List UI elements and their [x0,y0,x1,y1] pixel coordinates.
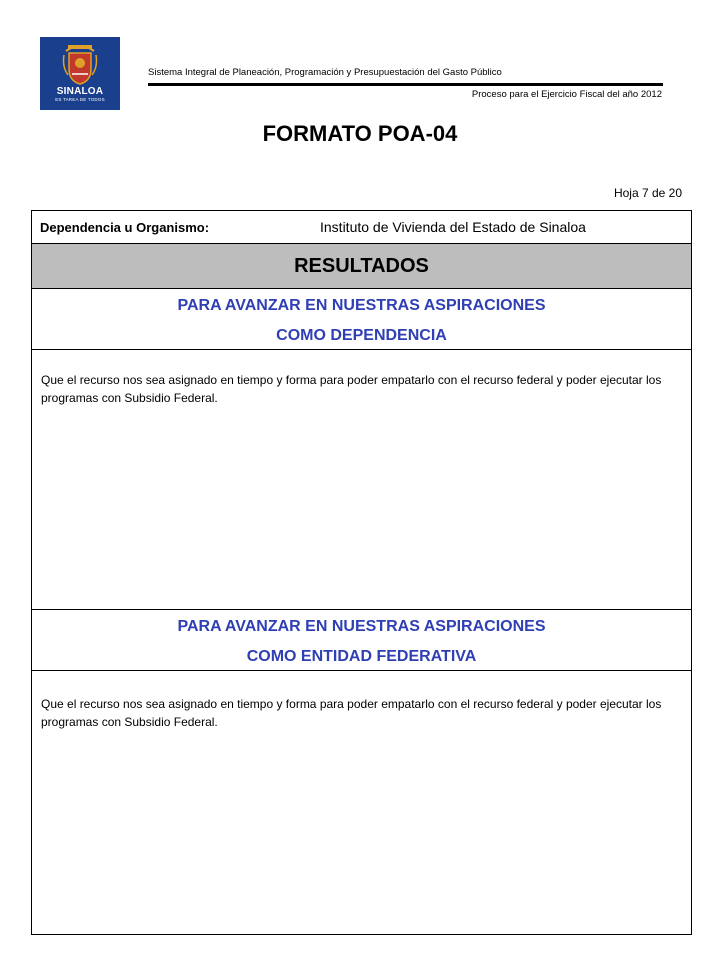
dependency-row [32,211,691,244]
section-title: RESULTADOS [32,244,691,289]
coat-of-arms-icon [62,41,98,85]
section-body-entity: Que el recurso nos sea asignado en tiempo y forma para poder empatarlo con el recurso federal y poder ejecutar los programas con Subsidio Federal. [41,697,662,729]
sheet-number: Hoja 7 de 20 [613,186,682,200]
logo-slogan: ES TAREA DE TODOS [55,97,105,102]
format-title: FORMATO POA-04 [262,121,458,146]
process-year: Proceso para el Ejercicio Fiscal del año 2012 [471,89,662,100]
dependency-label: Dependencia u Organismo: [40,219,210,235]
section-heading-dependency [32,289,691,350]
section-heading-entity [32,609,691,671]
system-title: Sistema Integral de Planeación, Programación y Presupuestación del Gasto Público [148,67,502,78]
section-heading-line1: PARA AVANZAR EN NUESTRAS ASPIRACIONES [177,618,546,635]
header-divider [148,83,663,86]
section-heading-line2: COMO DEPENDENCIA [276,327,447,344]
section-heading-line2: COMO ENTIDAD FEDERATIVA [246,648,477,665]
sinaloa-logo [40,37,120,110]
section-body-dependency: Que el recurso nos sea asignado en tiempo y forma para poder empatarlo con el recurso federal y poder ejecutar los programas con Subsidio Federal. [41,373,662,405]
section-heading-line1: PARA AVANZAR EN NUESTRAS ASPIRACIONES [177,297,546,314]
dependency-value: Instituto de Vivienda del Estado de Sinaloa [320,219,586,235]
logo-name: SINALOA [56,86,104,97]
form-frame [31,210,692,935]
